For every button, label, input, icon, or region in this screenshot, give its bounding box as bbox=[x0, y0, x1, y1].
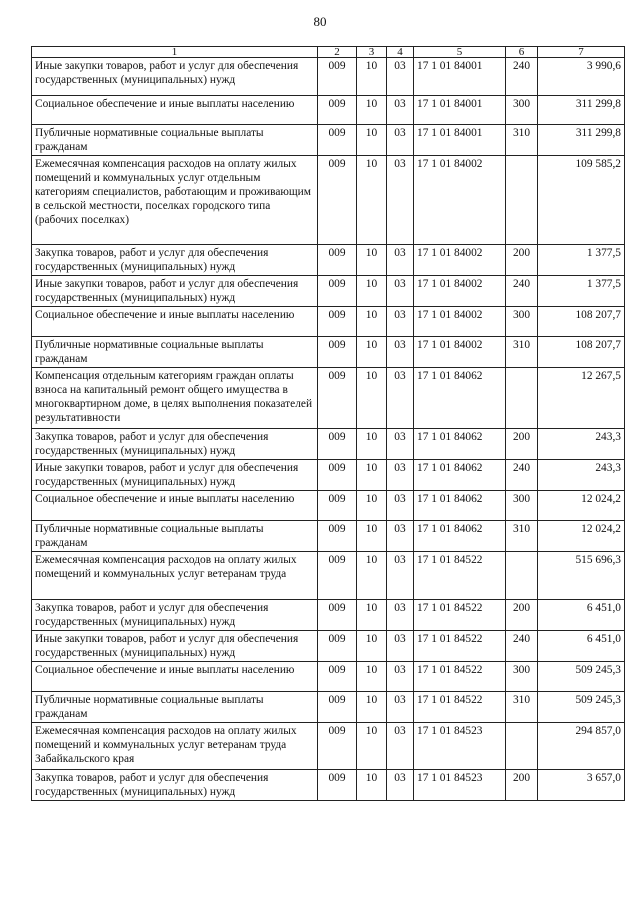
row-target-article-cell: 17 1 01 84062 bbox=[414, 521, 506, 552]
row-name-cell: Ежемесячная компенсация расходов на оплату жилых помещений и коммунальных услуг отдельным категориям специалистов, работающим и проживающим в сельской местности, поселках городского типа (рабочих поселках) bbox=[32, 156, 318, 245]
row-expense-type-cell bbox=[506, 156, 538, 245]
row-section-cell: 10 bbox=[357, 770, 387, 801]
row-expense-type-cell: 300 bbox=[506, 662, 538, 692]
row-grbs-cell: 009 bbox=[318, 368, 357, 429]
row-grbs-cell: 009 bbox=[318, 770, 357, 801]
row-amount-cell: 515 696,3 bbox=[538, 552, 625, 600]
row-expense-type-cell: 300 bbox=[506, 307, 538, 337]
row-subsection-cell: 03 bbox=[387, 770, 414, 801]
table-row bbox=[32, 429, 625, 460]
table-row bbox=[32, 156, 625, 245]
row-grbs-cell: 009 bbox=[318, 58, 357, 96]
row-grbs-cell: 009 bbox=[318, 96, 357, 125]
column-number-row bbox=[32, 47, 625, 58]
table-row bbox=[32, 245, 625, 276]
row-expense-type-cell: 300 bbox=[506, 96, 538, 125]
row-amount-cell: 108 207,7 bbox=[538, 307, 625, 337]
row-section-cell: 10 bbox=[357, 368, 387, 429]
row-section-cell: 10 bbox=[357, 276, 387, 307]
row-name-cell: Социальное обеспечение и иные выплаты населению bbox=[32, 662, 318, 692]
row-section-cell: 10 bbox=[357, 491, 387, 521]
row-subsection-cell: 03 bbox=[387, 460, 414, 491]
row-name-cell: Социальное обеспечение и иные выплаты населению bbox=[32, 96, 318, 125]
row-name-cell: Публичные нормативные социальные выплаты гражданам bbox=[32, 692, 318, 723]
row-subsection-cell: 03 bbox=[387, 631, 414, 662]
column-header: 7 bbox=[538, 47, 625, 58]
row-target-article-cell: 17 1 01 84001 bbox=[414, 58, 506, 96]
row-section-cell: 10 bbox=[357, 723, 387, 770]
table-row bbox=[32, 600, 625, 631]
row-expense-type-cell bbox=[506, 368, 538, 429]
row-expense-type-cell: 200 bbox=[506, 770, 538, 801]
row-expense-type-cell: 240 bbox=[506, 631, 538, 662]
row-target-article-cell: 17 1 01 84062 bbox=[414, 368, 506, 429]
row-amount-cell: 6 451,0 bbox=[538, 600, 625, 631]
table-row bbox=[32, 337, 625, 368]
row-target-article-cell: 17 1 01 84062 bbox=[414, 491, 506, 521]
row-expense-type-cell: 240 bbox=[506, 276, 538, 307]
row-amount-cell: 243,3 bbox=[538, 460, 625, 491]
row-subsection-cell: 03 bbox=[387, 96, 414, 125]
table-row bbox=[32, 631, 625, 662]
row-expense-type-cell: 310 bbox=[506, 125, 538, 156]
row-grbs-cell: 009 bbox=[318, 429, 357, 460]
row-amount-cell: 108 207,7 bbox=[538, 337, 625, 368]
row-grbs-cell: 009 bbox=[318, 521, 357, 552]
row-amount-cell: 1 377,5 bbox=[538, 276, 625, 307]
row-target-article-cell: 17 1 01 84002 bbox=[414, 156, 506, 245]
row-section-cell: 10 bbox=[357, 96, 387, 125]
row-amount-cell: 1 377,5 bbox=[538, 245, 625, 276]
row-amount-cell: 12 267,5 bbox=[538, 368, 625, 429]
budget-table bbox=[31, 46, 625, 801]
row-amount-cell: 6 451,0 bbox=[538, 631, 625, 662]
page-number: 80 bbox=[313, 14, 327, 29]
row-section-cell: 10 bbox=[357, 460, 387, 491]
row-name-cell: Публичные нормативные социальные выплаты гражданам bbox=[32, 125, 318, 156]
row-amount-cell: 3 990,6 bbox=[538, 58, 625, 96]
row-subsection-cell: 03 bbox=[387, 552, 414, 600]
row-amount-cell: 509 245,3 bbox=[538, 692, 625, 723]
row-amount-cell: 12 024,2 bbox=[538, 491, 625, 521]
row-grbs-cell: 009 bbox=[318, 552, 357, 600]
row-subsection-cell: 03 bbox=[387, 337, 414, 368]
row-amount-cell: 243,3 bbox=[538, 429, 625, 460]
row-subsection-cell: 03 bbox=[387, 58, 414, 96]
row-grbs-cell: 009 bbox=[318, 276, 357, 307]
row-target-article-cell: 17 1 01 84523 bbox=[414, 770, 506, 801]
row-name-cell: Социальное обеспечение и иные выплаты населению bbox=[32, 491, 318, 521]
row-section-cell: 10 bbox=[357, 662, 387, 692]
row-grbs-cell: 009 bbox=[318, 125, 357, 156]
row-grbs-cell: 009 bbox=[318, 662, 357, 692]
row-section-cell: 10 bbox=[357, 552, 387, 600]
row-section-cell: 10 bbox=[357, 125, 387, 156]
row-name-cell: Социальное обеспечение и иные выплаты населению bbox=[32, 307, 318, 337]
row-grbs-cell: 009 bbox=[318, 631, 357, 662]
row-expense-type-cell: 310 bbox=[506, 521, 538, 552]
row-subsection-cell: 03 bbox=[387, 521, 414, 552]
row-amount-cell: 12 024,2 bbox=[538, 521, 625, 552]
row-name-cell: Ежемесячная компенсация расходов на оплату жилых помещений и коммунальных услуг ветеранам труда Забайкальского края bbox=[32, 723, 318, 770]
row-target-article-cell: 17 1 01 84002 bbox=[414, 307, 506, 337]
row-target-article-cell: 17 1 01 84523 bbox=[414, 723, 506, 770]
column-header: 3 bbox=[357, 47, 387, 58]
table-row bbox=[32, 125, 625, 156]
row-expense-type-cell bbox=[506, 552, 538, 600]
column-header: 4 bbox=[387, 47, 414, 58]
table-row bbox=[32, 662, 625, 692]
row-grbs-cell: 009 bbox=[318, 307, 357, 337]
row-target-article-cell: 17 1 01 84522 bbox=[414, 662, 506, 692]
row-name-cell: Публичные нормативные социальные выплаты гражданам bbox=[32, 337, 318, 368]
row-expense-type-cell bbox=[506, 723, 538, 770]
column-header: 6 bbox=[506, 47, 538, 58]
row-section-cell: 10 bbox=[357, 521, 387, 552]
row-target-article-cell: 17 1 01 84062 bbox=[414, 429, 506, 460]
row-subsection-cell: 03 bbox=[387, 662, 414, 692]
row-name-cell: Закупка товаров, работ и услуг для обеспечения государственных (муниципальных) нужд bbox=[32, 245, 318, 276]
row-name-cell: Иные закупки товаров, работ и услуг для обеспечения государственных (муниципальных) нужд bbox=[32, 460, 318, 491]
row-section-cell: 10 bbox=[357, 631, 387, 662]
table-row bbox=[32, 491, 625, 521]
row-target-article-cell: 17 1 01 84522 bbox=[414, 552, 506, 600]
row-target-article-cell: 17 1 01 84001 bbox=[414, 125, 506, 156]
row-amount-cell: 311 299,8 bbox=[538, 96, 625, 125]
row-target-article-cell: 17 1 01 84001 bbox=[414, 96, 506, 125]
row-name-cell: Компенсация отдельным категориям граждан оплаты взноса на капитальный ремонт общего имущества в многоквартирном доме, в целях выполнения показателей результативности bbox=[32, 368, 318, 429]
row-target-article-cell: 17 1 01 84522 bbox=[414, 600, 506, 631]
column-header: 2 bbox=[318, 47, 357, 58]
row-grbs-cell: 009 bbox=[318, 245, 357, 276]
row-subsection-cell: 03 bbox=[387, 600, 414, 631]
row-expense-type-cell: 300 bbox=[506, 491, 538, 521]
row-subsection-cell: 03 bbox=[387, 491, 414, 521]
row-section-cell: 10 bbox=[357, 156, 387, 245]
table-body bbox=[32, 58, 625, 801]
row-grbs-cell: 009 bbox=[318, 600, 357, 631]
row-expense-type-cell: 200 bbox=[506, 245, 538, 276]
row-subsection-cell: 03 bbox=[387, 692, 414, 723]
row-subsection-cell: 03 bbox=[387, 156, 414, 245]
row-amount-cell: 109 585,2 bbox=[538, 156, 625, 245]
row-target-article-cell: 17 1 01 84522 bbox=[414, 631, 506, 662]
row-subsection-cell: 03 bbox=[387, 723, 414, 770]
row-amount-cell: 311 299,8 bbox=[538, 125, 625, 156]
row-expense-type-cell: 240 bbox=[506, 460, 538, 491]
row-subsection-cell: 03 bbox=[387, 245, 414, 276]
row-section-cell: 10 bbox=[357, 307, 387, 337]
row-section-cell: 10 bbox=[357, 692, 387, 723]
row-name-cell: Публичные нормативные социальные выплаты гражданам bbox=[32, 521, 318, 552]
row-target-article-cell: 17 1 01 84002 bbox=[414, 276, 506, 307]
table-row bbox=[32, 692, 625, 723]
row-target-article-cell: 17 1 01 84002 bbox=[414, 337, 506, 368]
row-amount-cell: 3 657,0 bbox=[538, 770, 625, 801]
row-grbs-cell: 009 bbox=[318, 337, 357, 368]
row-subsection-cell: 03 bbox=[387, 429, 414, 460]
row-section-cell: 10 bbox=[357, 245, 387, 276]
row-grbs-cell: 009 bbox=[318, 692, 357, 723]
row-section-cell: 10 bbox=[357, 429, 387, 460]
row-expense-type-cell: 200 bbox=[506, 429, 538, 460]
table-row bbox=[32, 368, 625, 429]
row-target-article-cell: 17 1 01 84522 bbox=[414, 692, 506, 723]
row-subsection-cell: 03 bbox=[387, 125, 414, 156]
table-row bbox=[32, 460, 625, 491]
row-name-cell: Иные закупки товаров, работ и услуг для обеспечения государственных (муниципальных) нужд bbox=[32, 631, 318, 662]
table-row bbox=[32, 770, 625, 801]
row-name-cell: Иные закупки товаров, работ и услуг для обеспечения государственных (муниципальных) нужд bbox=[32, 276, 318, 307]
row-grbs-cell: 009 bbox=[318, 723, 357, 770]
row-section-cell: 10 bbox=[357, 58, 387, 96]
row-section-cell: 10 bbox=[357, 600, 387, 631]
row-subsection-cell: 03 bbox=[387, 368, 414, 429]
row-amount-cell: 509 245,3 bbox=[538, 662, 625, 692]
row-name-cell: Ежемесячная компенсация расходов на оплату жилых помещений и коммунальных услуг ветеранам труда bbox=[32, 552, 318, 600]
row-section-cell: 10 bbox=[357, 337, 387, 368]
column-header: 5 bbox=[414, 47, 506, 58]
row-grbs-cell: 009 bbox=[318, 491, 357, 521]
row-target-article-cell: 17 1 01 84062 bbox=[414, 460, 506, 491]
table-row bbox=[32, 96, 625, 125]
row-target-article-cell: 17 1 01 84002 bbox=[414, 245, 506, 276]
table-row bbox=[32, 307, 625, 337]
table-row bbox=[32, 58, 625, 96]
column-header: 1 bbox=[32, 47, 318, 58]
row-subsection-cell: 03 bbox=[387, 307, 414, 337]
row-subsection-cell: 03 bbox=[387, 276, 414, 307]
row-expense-type-cell: 310 bbox=[506, 337, 538, 368]
row-grbs-cell: 009 bbox=[318, 460, 357, 491]
row-amount-cell: 294 857,0 bbox=[538, 723, 625, 770]
row-name-cell: Иные закупки товаров, работ и услуг для обеспечения государственных (муниципальных) нужд bbox=[32, 58, 318, 96]
row-name-cell: Закупка товаров, работ и услуг для обеспечения государственных (муниципальных) нужд bbox=[32, 770, 318, 801]
table-row bbox=[32, 521, 625, 552]
row-grbs-cell: 009 bbox=[318, 156, 357, 245]
row-expense-type-cell: 310 bbox=[506, 692, 538, 723]
row-name-cell: Закупка товаров, работ и услуг для обеспечения государственных (муниципальных) нужд bbox=[32, 429, 318, 460]
row-expense-type-cell: 240 bbox=[506, 58, 538, 96]
table-row bbox=[32, 723, 625, 770]
table-row bbox=[32, 552, 625, 600]
row-expense-type-cell: 200 bbox=[506, 600, 538, 631]
row-name-cell: Закупка товаров, работ и услуг для обеспечения государственных (муниципальных) нужд bbox=[32, 600, 318, 631]
table-row bbox=[32, 276, 625, 307]
